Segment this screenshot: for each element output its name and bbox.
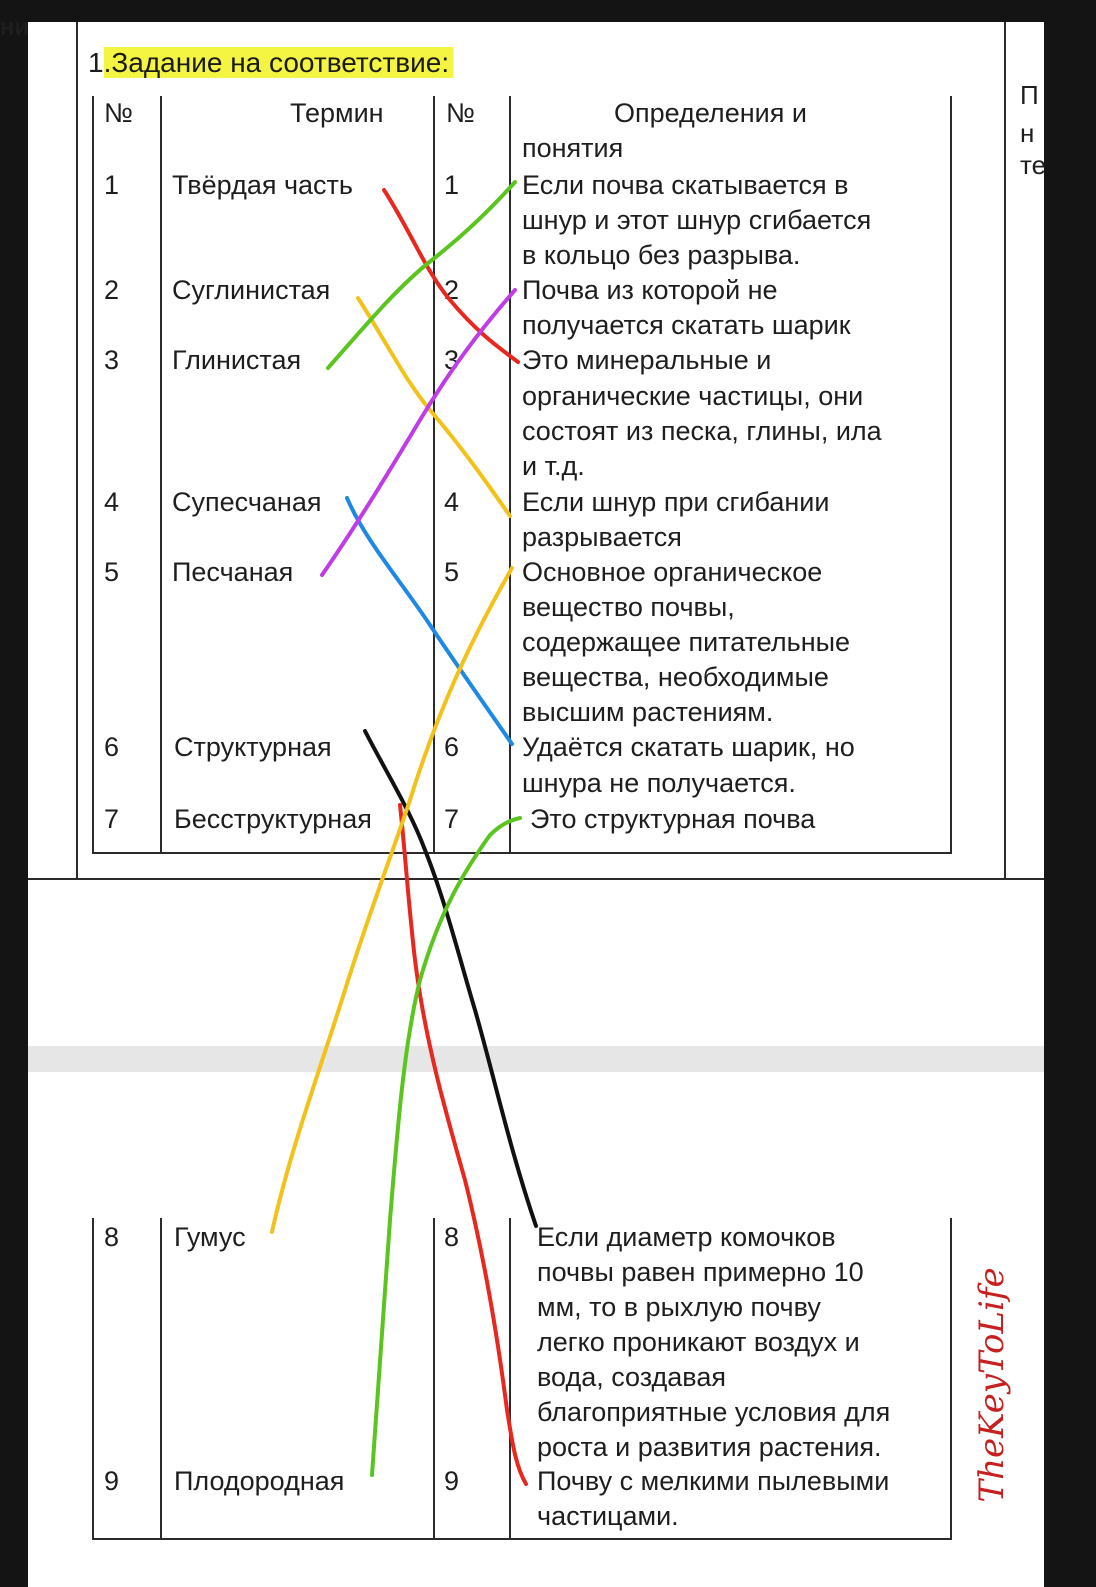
page-separator (28, 1046, 1044, 1072)
definition-8-line-7: роста и развития растения. (537, 1432, 882, 1462)
term-label-6: Структурная (174, 732, 332, 762)
table-border-right (950, 96, 952, 854)
definition-1-line-1: Если почва скатывается в (522, 170, 849, 200)
definition-6-line-2: шнура не получается. (522, 768, 796, 798)
term-num-2: 2 (104, 275, 120, 305)
term-num-3: 3 (104, 345, 120, 375)
definition-6-line-1: Удаётся скатать шарик, но (522, 732, 855, 762)
term-label-4: Супесчаная (172, 487, 322, 517)
definition-8-line-1: Если диаметр комочков (537, 1222, 836, 1252)
task-title (88, 46, 453, 80)
definition-9-line-2: частицами. (537, 1501, 679, 1531)
definition-3-line-1: Это минеральные и (522, 345, 772, 375)
term-num-7: 7 (104, 804, 120, 834)
definition-num-6: 6 (444, 732, 460, 762)
cropped-right-text-1: П (1020, 80, 1039, 110)
header-definition-line-2: понятия (522, 133, 624, 163)
definition-num-3: 3 (444, 345, 460, 375)
definition-4-line-2: разрывается (522, 522, 682, 552)
lower-table-border-left (92, 1218, 94, 1540)
definition-1-line-2: шнур и этот шнур сгибается (522, 205, 872, 235)
definition-num-5: 5 (444, 557, 460, 587)
definition-3-line-2: органические частицы, они (522, 381, 864, 411)
lower-table-col-sep-3 (509, 1218, 511, 1540)
term-label-5: Песчаная (172, 557, 294, 587)
cropped-left-text: ни (0, 14, 30, 41)
definition-8-line-4: легко проникают воздух и (537, 1327, 860, 1357)
page-lower (28, 1216, 1044, 1587)
term-label-8: Гумус (174, 1222, 246, 1252)
cropped-right-text-2: н (1020, 118, 1035, 148)
term-label-1: Твёрдая часть (172, 170, 353, 200)
header-num-right: № (446, 98, 475, 128)
term-num-8: 8 (104, 1222, 120, 1252)
term-num-4: 4 (104, 487, 120, 517)
term-label-2: Суглинистая (172, 275, 331, 305)
term-label-3: Глинистая (172, 345, 302, 375)
frame-left-line (76, 22, 78, 880)
watermark-signature: TheKeyToLife (972, 1267, 1012, 1503)
header-term: Термин (290, 98, 384, 128)
lower-table-border-right (950, 1218, 952, 1540)
header-definition-line-1: Определения и (614, 98, 807, 128)
table-col-sep-2 (433, 96, 435, 854)
definition-5-line-5: высшим растениям. (522, 697, 774, 727)
table-col-sep-3 (509, 96, 511, 854)
cropped-right-text-3: те (1020, 150, 1047, 180)
lower-table-bottom-line (92, 1538, 952, 1540)
term-label-9: Плодородная (174, 1466, 345, 1496)
definition-5-line-2: вещество почвы, (522, 592, 735, 622)
term-num-1: 1 (104, 170, 120, 200)
header-num-left: № (104, 98, 133, 128)
definition-5-line-4: вещества, необходимые (522, 662, 829, 692)
definition-2-line-2: получается скатать шарик (522, 310, 851, 340)
lower-table-col-sep-2 (433, 1218, 435, 1540)
table-col-sep-1 (160, 96, 162, 854)
definition-9-line-1: Почву с мелкими пылевыми (537, 1466, 890, 1496)
definition-2-line-1: Почва из которой не (522, 275, 778, 305)
definition-num-8: 8 (444, 1222, 460, 1252)
definition-3-line-4: и т.д. (522, 451, 585, 481)
definition-3-line-3: состоят из песка, глины, ила (522, 416, 882, 446)
definition-7-line-1: Это структурная почва (530, 804, 816, 834)
definition-4-line-1: Если шнур при сгибании (522, 487, 830, 517)
term-label-7: Бесструктурная (174, 804, 372, 834)
term-num-5: 5 (104, 557, 120, 587)
lower-table-col-sep-1 (160, 1218, 162, 1540)
table-bottom-line (92, 852, 952, 854)
definition-num-1: 1 (444, 170, 460, 200)
definition-1-line-3: в кольцо без разрыва. (522, 240, 801, 270)
definition-8-line-6: благоприятные условия для (537, 1397, 891, 1427)
task-number: 1 (88, 47, 104, 78)
definition-8-line-2: почвы равен примерно 10 (537, 1257, 864, 1287)
frame-right-line (1004, 22, 1006, 880)
definition-num-7: 7 (444, 804, 460, 834)
definition-8-line-3: мм, то в рыхлую почву (537, 1292, 821, 1322)
definition-5-line-1: Основное органическое (522, 557, 823, 587)
frame-bottom-line (28, 878, 1044, 880)
definition-num-9: 9 (444, 1466, 460, 1496)
definition-num-2: 2 (444, 275, 460, 305)
term-num-9: 9 (104, 1466, 120, 1496)
task-title-text: .Задание на соответствие: (104, 47, 454, 78)
definition-5-line-3: содержащее питательные (522, 627, 851, 657)
table-border-left (92, 96, 94, 854)
definition-num-4: 4 (444, 487, 460, 517)
definition-8-line-5: вода, создавая (537, 1362, 726, 1392)
term-num-6: 6 (104, 732, 120, 762)
